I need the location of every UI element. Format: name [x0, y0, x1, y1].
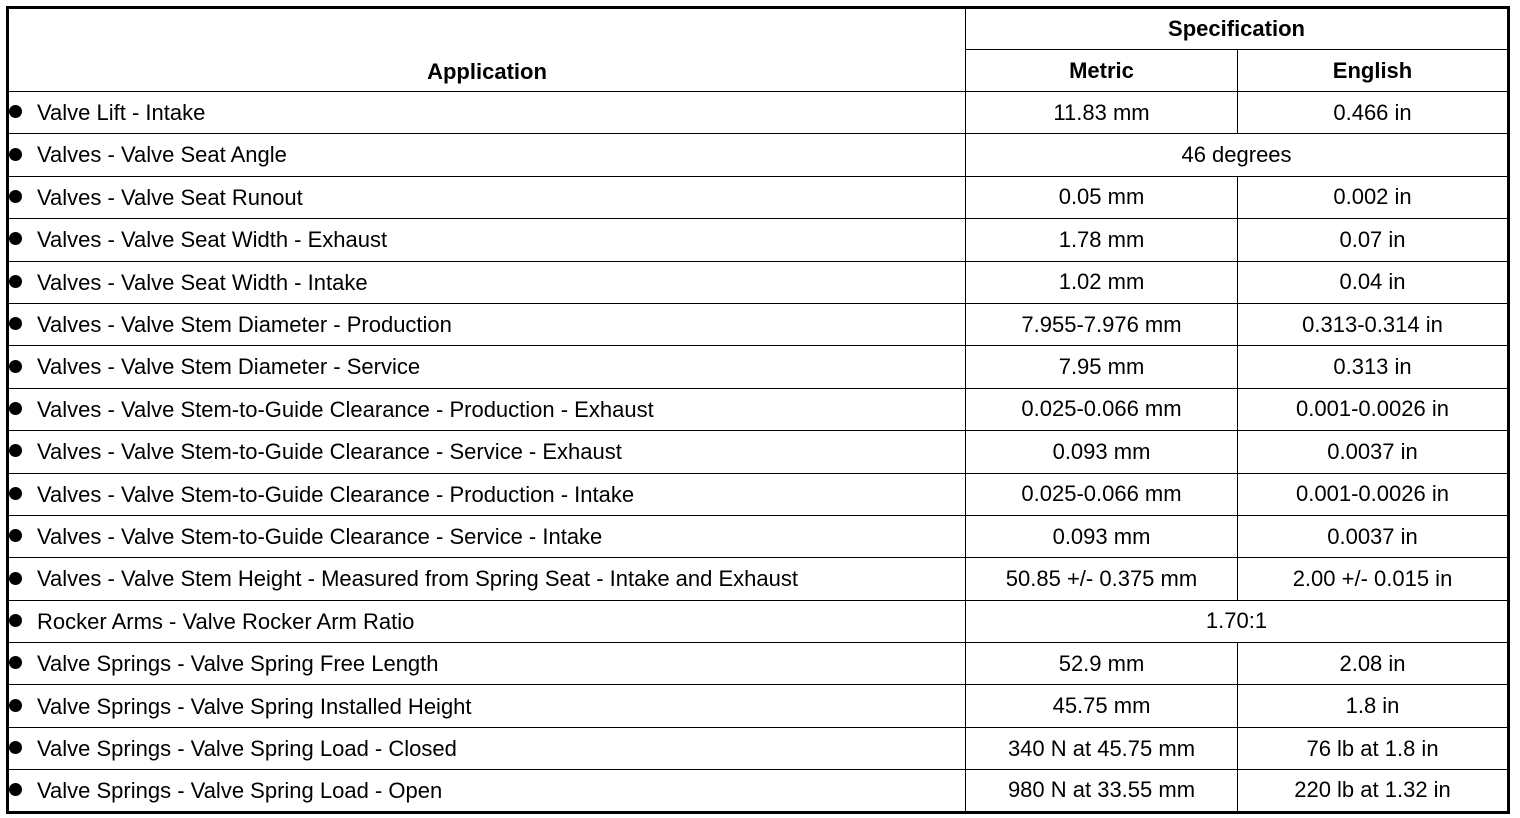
english-cell: 0.0037 in [1238, 515, 1509, 557]
english-cell: 220 lb at 1.32 in [1238, 770, 1509, 812]
application-label: Valve Springs - Valve Spring Free Length [37, 651, 439, 677]
metric-cell: 980 N at 33.55 mm [966, 770, 1238, 812]
application-label: Valve Springs - Valve Spring Installed Height [37, 693, 472, 719]
specification-table [6, 6, 1510, 814]
application-cell [8, 600, 966, 642]
combined-spec-cell: 46 degrees [966, 134, 1509, 176]
application-label: Valves - Valve Stem Diameter - Service [37, 354, 421, 380]
application-cell [8, 303, 966, 345]
english-header: English [1238, 50, 1509, 92]
table-row [8, 558, 1509, 600]
bullet-icon [9, 105, 22, 118]
table-row [8, 92, 1509, 134]
table-row [8, 388, 1509, 430]
bullet-icon [9, 317, 22, 330]
table-row [8, 685, 1509, 727]
english-cell: 2.08 in [1238, 643, 1509, 685]
table-row [8, 727, 1509, 769]
table-row [8, 346, 1509, 388]
application-cell [8, 727, 966, 769]
bullet-icon [9, 402, 22, 415]
application-cell [8, 515, 966, 557]
english-cell: 0.002 in [1238, 176, 1509, 218]
application-label: Valves - Valve Stem-to-Guide Clearance - Service - Exhaust [37, 439, 622, 465]
application-cell [8, 219, 966, 261]
application-label: Valves - Valve Seat Width - Intake [37, 269, 368, 295]
application-cell [8, 685, 966, 727]
application-label: Valves - Valve Seat Runout [37, 185, 303, 211]
application-cell [8, 473, 966, 515]
application-cell [8, 92, 966, 134]
english-cell: 76 lb at 1.8 in [1238, 727, 1509, 769]
english-cell: 0.001-0.0026 in [1238, 473, 1509, 515]
application-label: Valves - Valve Seat Width - Exhaust [37, 227, 388, 253]
table-row [8, 219, 1509, 261]
bullet-icon [9, 275, 22, 288]
table-row [8, 473, 1509, 515]
table-body [8, 92, 1509, 813]
application-header: Application [8, 8, 966, 92]
metric-cell: 0.093 mm [966, 431, 1238, 473]
table-row [8, 515, 1509, 557]
metric-cell: 0.05 mm [966, 176, 1238, 218]
bullet-icon [9, 783, 22, 796]
metric-cell: 1.02 mm [966, 261, 1238, 303]
application-cell [8, 388, 966, 430]
application-cell [8, 134, 966, 176]
application-label: Valves - Valve Stem-to-Guide Clearance - Service - Intake [37, 524, 603, 550]
bullet-icon [9, 360, 22, 373]
application-label: Valves - Valve Stem Height - Measured from Spring Seat - Intake and Exhaust [37, 566, 798, 592]
bullet-icon [9, 232, 22, 245]
bullet-icon [9, 699, 22, 712]
specification-header: Specification [966, 8, 1509, 50]
application-label: Valves - Valve Stem Diameter - Production [37, 312, 452, 338]
english-cell: 0.001-0.0026 in [1238, 388, 1509, 430]
english-cell: 0.07 in [1238, 219, 1509, 261]
application-label: Valve Lift - Intake [37, 100, 206, 126]
table-row [8, 770, 1509, 812]
table-row [8, 261, 1509, 303]
bullet-icon [9, 656, 22, 669]
table-row [8, 431, 1509, 473]
table-row [8, 643, 1509, 685]
table-header [8, 8, 1509, 92]
metric-header: Metric [966, 50, 1238, 92]
bullet-icon [9, 444, 22, 457]
application-cell [8, 176, 966, 218]
english-cell: 0.0037 in [1238, 431, 1509, 473]
application-label: Valves - Valve Stem-to-Guide Clearance - Production - Intake [37, 481, 635, 507]
metric-cell: 50.85 +/- 0.375 mm [966, 558, 1238, 600]
application-cell [8, 643, 966, 685]
english-cell: 0.313 in [1238, 346, 1509, 388]
application-label: Rocker Arms - Valve Rocker Arm Ratio [37, 608, 415, 634]
application-cell [8, 770, 966, 812]
bullet-icon [9, 529, 22, 542]
metric-cell: 45.75 mm [966, 685, 1238, 727]
application-cell [8, 261, 966, 303]
application-label: Valve Springs - Valve Spring Load - Closed [37, 736, 457, 762]
bullet-icon [9, 190, 22, 203]
bullet-icon [9, 148, 22, 161]
combined-spec-cell: 1.70:1 [966, 600, 1509, 642]
table-row [8, 176, 1509, 218]
table-row [8, 134, 1509, 176]
english-cell: 0.313-0.314 in [1238, 303, 1509, 345]
application-cell [8, 431, 966, 473]
application-cell [8, 558, 966, 600]
table-row [8, 600, 1509, 642]
bullet-icon [9, 614, 22, 627]
application-label: Valve Springs - Valve Spring Load - Open [37, 778, 443, 804]
bullet-icon [9, 487, 22, 500]
english-cell: 0.466 in [1238, 92, 1509, 134]
english-cell: 2.00 +/- 0.015 in [1238, 558, 1509, 600]
metric-cell: 52.9 mm [966, 643, 1238, 685]
metric-cell: 0.025-0.066 mm [966, 473, 1238, 515]
metric-cell: 0.025-0.066 mm [966, 388, 1238, 430]
application-cell [8, 346, 966, 388]
metric-cell: 11.83 mm [966, 92, 1238, 134]
bullet-icon [9, 741, 22, 754]
table-row [8, 303, 1509, 345]
english-cell: 1.8 in [1238, 685, 1509, 727]
english-cell: 0.04 in [1238, 261, 1509, 303]
metric-cell: 7.955-7.976 mm [966, 303, 1238, 345]
application-label: Valves - Valve Stem-to-Guide Clearance - Production - Exhaust [37, 397, 654, 423]
metric-cell: 7.95 mm [966, 346, 1238, 388]
application-label: Valves - Valve Seat Angle [37, 142, 287, 168]
metric-cell: 340 N at 45.75 mm [966, 727, 1238, 769]
metric-cell: 0.093 mm [966, 515, 1238, 557]
bullet-icon [9, 572, 22, 585]
metric-cell: 1.78 mm [966, 219, 1238, 261]
